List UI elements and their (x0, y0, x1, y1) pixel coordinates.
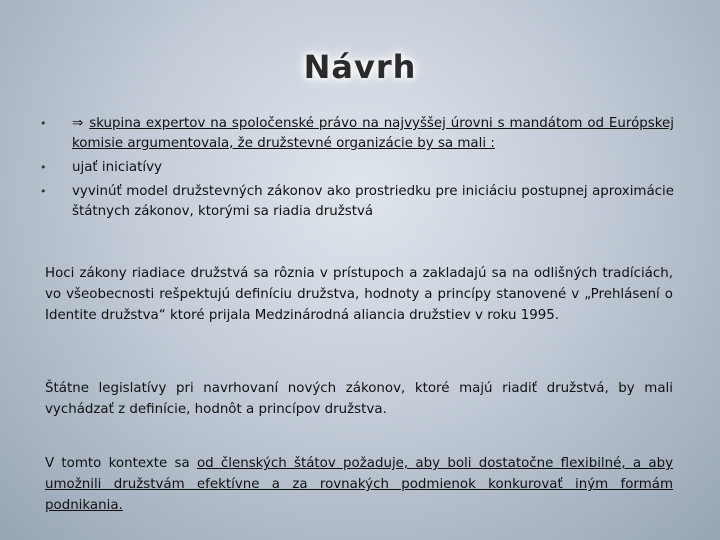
bullet-item (40, 182, 674, 222)
bullet-item (40, 114, 674, 154)
paragraph-legislation: Štátne legislatívy pri navrhovaní nových zákonov, ktoré majú riadiť družstvá, by mali vychádzať z definície, hodnôt a princípov družstva. (45, 381, 673, 417)
right-arrow-icon: ⇒ (72, 116, 84, 131)
bullet-text: ujať iniciatívy (72, 160, 162, 175)
paragraph-lead: V tomto kontexte sa (45, 456, 197, 471)
bullet-dot-icon: • (40, 161, 47, 174)
bullet-item (40, 158, 674, 178)
bullet-list (40, 114, 674, 226)
paragraph-definition: Hoci zákony riadiace družstvá sa rôznia v prístupoch a zakladajú sa na odlišných tradíciách, vo všeobecnosti rešpektujú definíciu družstva, hodnoty a princípy stanovené v „Prehlásení o Identite družstva“ ktoré prijala Medzinárodná aliancia družstiev v roku 1995. (45, 266, 673, 323)
paragraph-underlined: od členských štátov požaduje, aby boli dostatočne flexibilné, a aby umožnili družstvám efektívne a za rovnakých podmienok konkurovať iným formám podnikania. (45, 456, 673, 513)
slide-title: Návrh (303, 48, 417, 86)
bullet-text: skupina expertov na spoločenské právo na najvyššej úrovni s mandátom od Európskej komisie argumentovala, že družstevné organizácie by sa mali : (72, 116, 674, 151)
paragraph-flexibility (45, 453, 673, 516)
bullet-dot-icon: • (40, 117, 47, 130)
bullet-text: vyvinúť model družstevných zákonov ako prostriedku pre iniciáciu postupnej aproximácie štátnych zákonov, ktorými sa riadia družstvá (72, 184, 674, 219)
bullet-dot-icon: • (40, 185, 47, 198)
